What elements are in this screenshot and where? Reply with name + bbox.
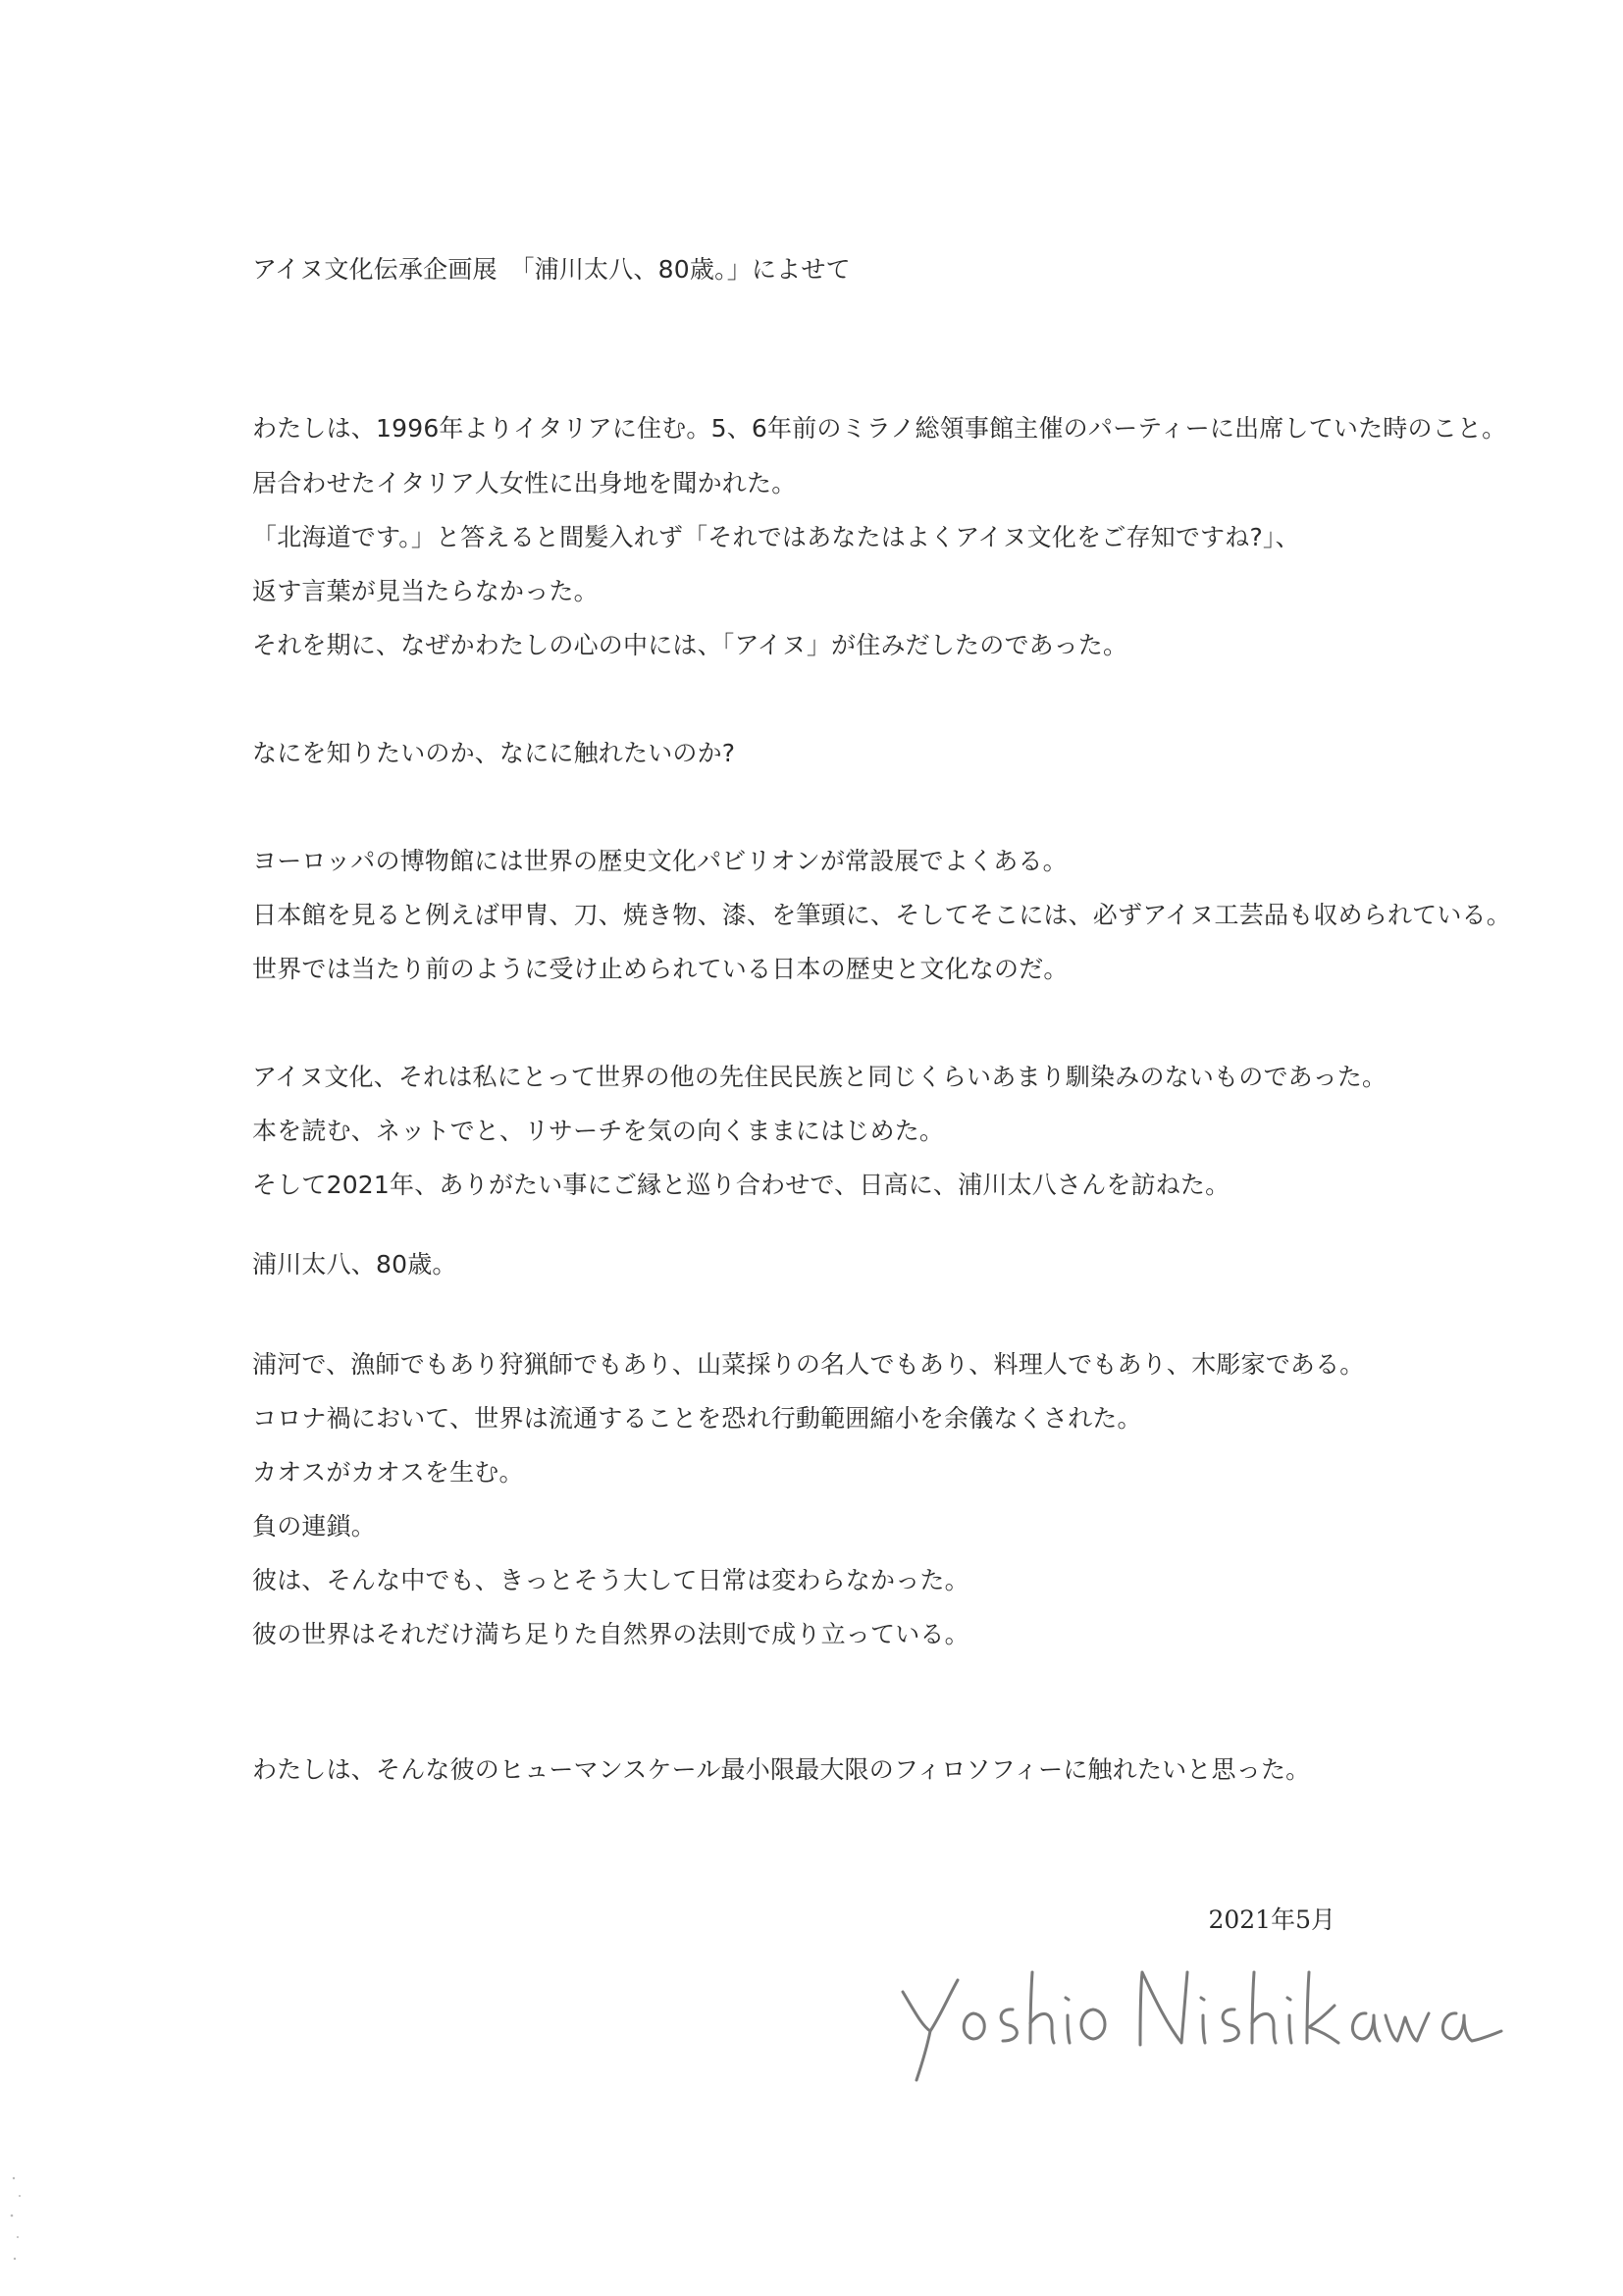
paragraph-line: アイヌ文化、それは私にとって世界の他の先住民民族と同じくらいあまり馴染みのないものであった。 (252, 1063, 1387, 1091)
paragraph-line: わたしは、1996年よりイタリアに住む。5、6年前のミラノ総領事館主催のパーティーに出席していた時のこと。 (252, 414, 1507, 443)
paragraph-line: ヨーロッパの博物館には世界の歴史文化パビリオンが常設展でよくある。 (252, 847, 1068, 875)
paragraph-line: 居合わせたイタリア人女性に出身地を聞かれた。 (252, 469, 797, 497)
paragraph-line: カオスがカオスを生む。 (252, 1458, 524, 1487)
paragraph-line: 世界では当たり前のように受け止められている日本の歴史と文化なのだ。 (252, 955, 1069, 983)
document-title: アイヌ文化伝承企画展 「浦川太八、80歳。」によせて (252, 255, 851, 284)
paragraph-line: 負の連鎖。 (252, 1512, 377, 1540)
paragraph-line: 返す言葉が見当たらなかった。 (252, 577, 599, 605)
paragraph-line: そして2021年、ありがたい事にご縁と巡り合わせで、日高に、浦川太八さんを訪ねた。 (252, 1171, 1230, 1199)
paragraph-line: 彼は、そんな中でも、きっとそう大して日常は変わらなかった。 (252, 1566, 969, 1594)
paragraph-line: 浦川太八、80歳。 (252, 1250, 457, 1278)
paragraph-line: 彼の世界はそれだけ満ち足りた自然界の法則で成り立っている。 (252, 1620, 969, 1648)
paragraph-line: なにを知りたいのか、なにに触れたいのか? (252, 739, 736, 767)
handwritten-signature (883, 1933, 1511, 2090)
paragraph-line: 「北海道です。」と答えると間髪入れず「それではあなたはよくアイヌ文化をご存知ですね?」、 (252, 523, 1300, 551)
letter-date: 2021年5月 (1208, 1905, 1335, 1934)
scan-specks (6, 2168, 45, 2276)
paragraph-line: わたしは、そんな彼のヒューマンスケール最小限最大限のフィロソフィーに触れたいと思った。 (252, 1755, 1311, 1784)
paragraph-line: 浦河で、漁師でもあり狩猟師でもあり、山菜採りの名人でもあり、料理人でもあり、木彫家である。 (252, 1350, 1365, 1379)
paragraph-line: 本を読む、ネットでと、リサーチを気の向くままにはじめた。 (252, 1117, 945, 1145)
paragraph-line: コロナ禍において、世界は流通することを恐れ行動範囲縮小を余儀なくされた。 (252, 1404, 1142, 1433)
paragraph-line: それを期に、なぜかわたしの心の中には、「アイヌ」が住みだしたのであった。 (252, 631, 1128, 659)
paragraph-line: 日本館を見ると例えば甲冑、刀、焼き物、漆、を筆頭に、そしてそこには、必ずアイヌ工芸品も収められている。 (252, 901, 1511, 929)
